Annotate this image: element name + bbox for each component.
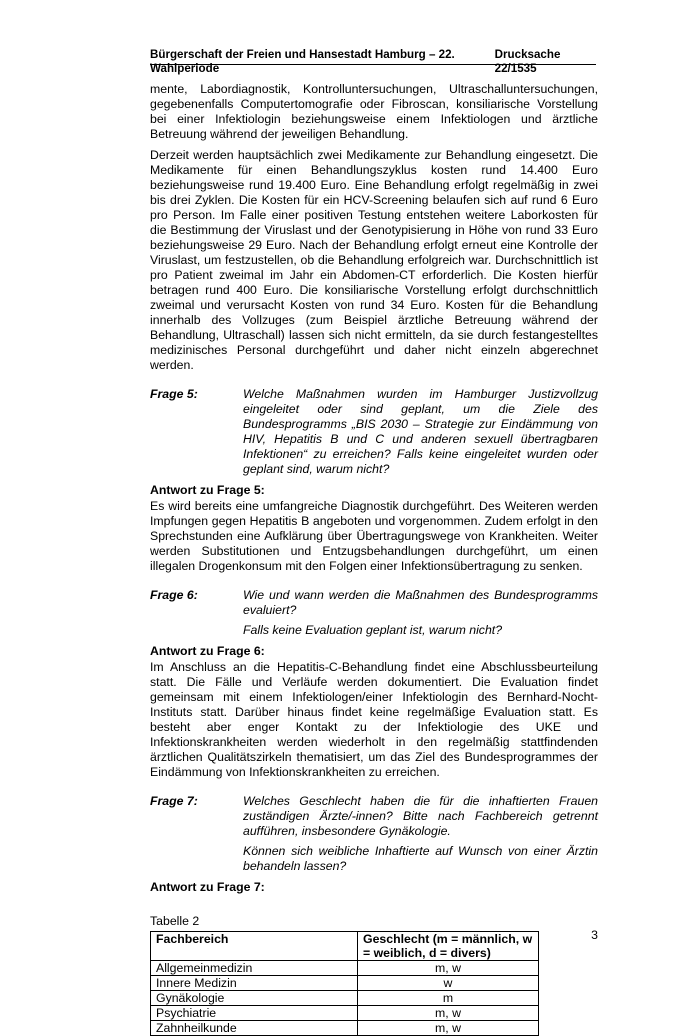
table-row bbox=[151, 1021, 539, 1036]
answer-heading: Antwort zu Frage 7: bbox=[150, 880, 265, 894]
table-row bbox=[151, 1006, 539, 1021]
answer-text: Es wird bereits eine umfangreiche Diagnostik durchgeführt. Des Weiteren werden Impfungen gegen Hepatitis B angeboten und vorgenommen. Zudem erfolgt in den Sprechstunden eine Aufklärung über Übertragungswege von Krankheiten. Weiter werden Substitutionen und Entzugsbehandlungen durchgeführt, um einen illegalen Drogenkonsum mit den Folgen einer Infektionsübertragung zu senken. bbox=[150, 499, 598, 573]
question-text bbox=[243, 588, 598, 638]
cell-gender: m bbox=[358, 991, 539, 1006]
table-row bbox=[151, 991, 539, 1006]
cell-gender: m, w bbox=[358, 1021, 539, 1036]
cell-gender: m, w bbox=[358, 1006, 539, 1021]
paragraph: Derzeit werden hauptsächlich zwei Medikamente zur Behandlung eingesetzt. Die Medikamente für einen Behandlungszyklus kosten rund 14.400 Euro beziehungsweise rund 19.400 Euro. Eine Behandlung erfolgt regelmäßig in zwei bis drei Zyklen. Die Kosten für ein HCV-Screening belaufen sich auf rund 6 Euro pro Person. Im Falle einer positiven Testung entstehen weitere Laborkosten für die Bestimmung der Viruslast und der Genotypisierung in Höhe von rund 33 Euro beziehungsweise 29 Euro. Nach der Behandlung erfolgt erneut eine Kontrolle der Viruslast, um festzustellen, ob die Behandlung erfolgreich war. Durchschnittlich ist pro Patient zweimal im Jahr ein Abdomen-CT erforderlich. Die Kosten hierfür betragen rund 400 Euro. Die konsiliarische Vorstellung erfolgt durchschnittlich zweimal und verursacht Kosten von rund 34 Euro. Kosten für die Behandlung innerhalb des Vollzuges (zum Beispiel ärztliche Betreuung während der Behandlung, Ultraschall) lassen sich nicht ermitteln, da sie durch festangestelltes medizinisches Personal durchgeführt und daher nicht einzeln abgerechnet werden. bbox=[150, 148, 598, 372]
cell-gender: m, w bbox=[358, 961, 539, 976]
paragraph: mente, Labordiagnostik, Kontrolluntersuchungen, Ultraschalluntersuchungen, gegebenenfalls Computertomografie oder Fibroscan, konsiliarische Vorstellung bei einer Infektiologin beziehungsweise einem Infektiologen und ärztliche Betreuung während der jeweiligen Behandlung. bbox=[150, 82, 598, 141]
question-paragraph: Welche Maßnahmen wurden im Hamburger Justizvollzug eingeleitet oder sind geplant, um die Ziele des Bundesprogramms „BIS 2030 – Strategie zur Eindämmung von HIV, Hepatitis B und C und anderen sexuell übertragbaren Infektionen“ zu erreichen? Falls keine eingeleitet wurden oder geplant sind, warum nicht? bbox=[243, 387, 598, 476]
page-number: 3 bbox=[591, 928, 598, 942]
table-header-row bbox=[151, 932, 539, 961]
question-label: Frage 5: bbox=[150, 387, 198, 401]
question-text bbox=[243, 387, 598, 477]
question-6 bbox=[150, 588, 598, 638]
answer-text: Im Anschluss an die Hepatitis-C-Behandlung findet eine Abschlussbeurteilung statt. Die Fälle und Verläufe werden dokumentiert. Die Evaluation findet gemeinsam mit einem Infektiologen/einer Infektiologin des Bernhard-Nocht-Instituts statt. Darüber hinaus findet keine regelmäßige Evaluation statt. Es besteht aber enger Kontakt zu der Infektiologie des UKE und Infektionskrankheiten werden wiederholt in den regelmäßig stattfindenden ärztlichen Qualitätszirkeln thematisiert, um das Ziel des Bundesprogrammes der Eindämmung von Infektionskrankheiten zu erreichen. bbox=[150, 660, 598, 779]
question-paragraph: Falls keine Evaluation geplant ist, warum nicht? bbox=[243, 623, 503, 637]
header-divider bbox=[150, 64, 596, 65]
question-7 bbox=[150, 794, 598, 874]
question-paragraph: Wie und wann werden die Maßnahmen des Bundesprogramms evaluiert? bbox=[243, 588, 598, 617]
header-title: Bürgerschaft der Freien und Hansestadt Hamburg – 22. Wahlperiode bbox=[150, 48, 455, 75]
page-content bbox=[150, 82, 598, 1036]
table-row bbox=[151, 976, 539, 991]
cell-specialty: Allgemeinmedizin bbox=[151, 961, 358, 976]
cell-specialty: Gynäkologie bbox=[151, 991, 358, 1006]
cell-specialty: Psychiatrie bbox=[151, 1006, 358, 1021]
column-header-gender: Geschlecht (m = männlich, w = weiblich, d = divers) bbox=[358, 932, 539, 961]
answer-heading: Antwort zu Frage 5: bbox=[150, 483, 265, 497]
question-paragraph: Welches Geschlecht haben die für die inhaftierten Frauen zuständigen Ärzte/-innen? Bitte nach Fachbereich getrennt aufführen, insbesondere Gynäkologie. bbox=[243, 794, 598, 838]
specialty-gender-table bbox=[150, 931, 539, 1036]
cell-gender: w bbox=[358, 976, 539, 991]
question-label: Frage 6: bbox=[150, 588, 198, 602]
question-label: Frage 7: bbox=[150, 794, 198, 808]
cell-specialty: Innere Medizin bbox=[151, 976, 358, 991]
answer-heading: Antwort zu Frage 6: bbox=[150, 644, 265, 658]
table-row bbox=[151, 961, 539, 976]
column-header-specialty: Fachbereich bbox=[151, 932, 358, 961]
cell-specialty: Zahnheilkunde bbox=[151, 1021, 358, 1036]
question-5 bbox=[150, 387, 598, 477]
table-caption: Tabelle 2 bbox=[150, 914, 200, 928]
running-header bbox=[150, 48, 596, 76]
question-text bbox=[243, 794, 598, 874]
header-document-number: Drucksache 22/1535 bbox=[494, 48, 561, 75]
question-paragraph: Können sich weibliche Inhaftierte auf Wunsch von einer Ärztin behandeln lassen? bbox=[243, 844, 598, 873]
